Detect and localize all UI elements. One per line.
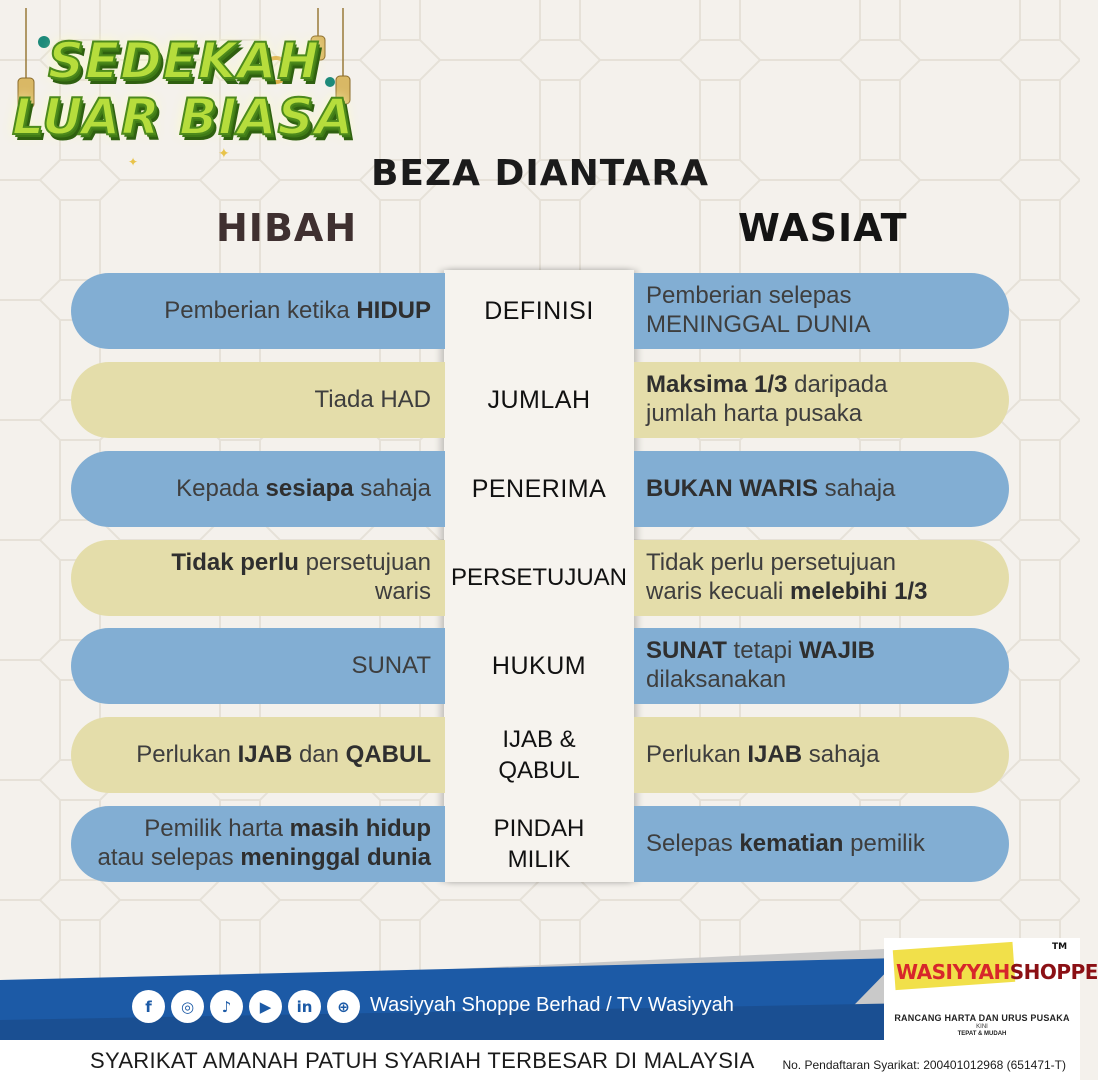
hibah-text bbox=[315, 386, 431, 415]
text-segment: meninggal dunia bbox=[240, 844, 431, 871]
hibah-cell bbox=[71, 362, 445, 438]
wasiat-cell bbox=[634, 717, 1009, 793]
hibah-cell bbox=[71, 806, 445, 882]
logo-tagline: RANCANG HARTA DAN URUS PUSAKA bbox=[894, 1013, 1070, 1023]
text-segment: sahaja bbox=[353, 474, 431, 502]
hibah-text bbox=[98, 815, 431, 873]
text-segment: pemilik bbox=[843, 829, 925, 857]
category-text: PERSETUJUAN bbox=[450, 564, 628, 592]
category-text: JUMLAH bbox=[487, 385, 591, 414]
instagram-icon[interactable]: ◎ bbox=[171, 990, 204, 1023]
logo-trademark: TM bbox=[1052, 942, 1068, 952]
campaign-line-1: SEDEKAH bbox=[48, 32, 321, 90]
hibah-text bbox=[136, 741, 431, 770]
wasiat-cell bbox=[634, 451, 1009, 527]
logo-name-part2: SHOPPE bbox=[1009, 960, 1098, 984]
text-segment: MENINGGAL DUNIA bbox=[646, 311, 871, 338]
hibah-text bbox=[164, 297, 431, 326]
hibah-text bbox=[171, 549, 431, 607]
text-segment: persetujuan bbox=[298, 549, 431, 577]
campaign-line-2: LUAR BIASA bbox=[12, 88, 355, 146]
tiktok-icon[interactable]: ♪ bbox=[210, 990, 243, 1023]
text-segment: Pemberian ketika bbox=[164, 296, 357, 324]
text-segment: melebihi 1/3 bbox=[790, 578, 928, 605]
wasiat-text bbox=[646, 830, 925, 859]
text-segment: atau selepas bbox=[97, 844, 241, 871]
social-handle[interactable]: Wasiyyah Shoppe Berhad / TV Wasiyyah bbox=[370, 994, 734, 1016]
facebook-icon[interactable]: f bbox=[132, 990, 165, 1023]
wasiat-text bbox=[646, 475, 895, 504]
category-label bbox=[444, 717, 634, 793]
column-title-hibah: HIBAH bbox=[216, 206, 358, 250]
text-segment: Maksima 1/3 bbox=[646, 371, 788, 399]
text-segment: QABUL bbox=[345, 740, 431, 768]
text-segment: Perlukan bbox=[646, 740, 748, 768]
logo-name bbox=[896, 960, 1098, 984]
text-segment: dan bbox=[292, 740, 346, 768]
category-text: PENERIMA bbox=[471, 474, 607, 503]
text-segment: waris kecuali bbox=[646, 578, 791, 605]
text-segment: daripada bbox=[787, 371, 888, 399]
category-label bbox=[444, 540, 634, 616]
text-segment: Perlukan bbox=[136, 740, 238, 768]
hibah-cell bbox=[71, 717, 445, 793]
text-segment: Pemberian selepas bbox=[646, 282, 852, 310]
page-title: BEZA DIANTARA bbox=[370, 153, 709, 194]
text-segment: waris bbox=[374, 578, 431, 605]
hibah-cell bbox=[71, 273, 445, 349]
logo-tepat: TEPAT & MUDAH bbox=[957, 1031, 1007, 1037]
wasiat-text bbox=[646, 637, 875, 695]
wasiat-cell bbox=[634, 628, 1009, 704]
category-text: PINDAH MILIK bbox=[493, 814, 585, 873]
text-segment: masih hidup bbox=[289, 815, 431, 843]
category-label bbox=[444, 451, 634, 527]
hibah-cell bbox=[71, 540, 445, 616]
text-segment: Tiada bbox=[314, 385, 381, 413]
wasiat-text bbox=[646, 741, 879, 770]
category-text: IJAB & QABUL bbox=[498, 725, 580, 784]
globe-icon[interactable]: ⊕ bbox=[327, 990, 360, 1023]
logo-name-part1: WASIYYAH bbox=[896, 960, 1010, 984]
text-segment: Pemilik harta bbox=[144, 815, 290, 843]
wasiat-cell bbox=[634, 806, 1009, 882]
wasiat-text bbox=[646, 282, 870, 340]
svg-text:✦: ✦ bbox=[128, 155, 139, 169]
category-text: HUKUM bbox=[491, 651, 587, 680]
wasiat-cell bbox=[634, 273, 1009, 349]
wasiat-cell bbox=[634, 362, 1009, 438]
linkedin-icon[interactable]: in bbox=[288, 990, 321, 1023]
text-segment: BUKAN WARIS bbox=[646, 474, 818, 502]
text-segment: dilaksanakan bbox=[646, 666, 787, 693]
category-text: DEFINISI bbox=[484, 296, 594, 325]
column-title-wasiat: WASIAT bbox=[738, 206, 908, 250]
text-segment: SUNAT bbox=[351, 651, 431, 679]
text-segment: tetapi bbox=[726, 637, 799, 665]
text-segment: HIDUP bbox=[356, 296, 431, 324]
text-segment: IJAB bbox=[747, 740, 803, 768]
logo-kini: KINI bbox=[976, 1024, 988, 1030]
text-segment: jumlah harta pusaka bbox=[646, 400, 863, 427]
wasiat-text bbox=[646, 549, 927, 607]
company-logo bbox=[884, 938, 1098, 1040]
text-segment: Selepas bbox=[646, 829, 740, 857]
category-label bbox=[444, 806, 634, 882]
text-segment: Tidak perlu bbox=[171, 549, 299, 577]
wasiat-text bbox=[646, 371, 888, 429]
category-label bbox=[444, 628, 634, 704]
registration-number: No. Pendaftaran Syarikat: 200401012968 (651471-T) bbox=[782, 1058, 1066, 1072]
text-segment: sahaja bbox=[802, 740, 880, 768]
hibah-cell bbox=[71, 451, 445, 527]
category-label bbox=[444, 362, 634, 438]
youtube-icon[interactable]: ▶ bbox=[249, 990, 282, 1023]
hibah-cell bbox=[71, 628, 445, 704]
text-segment: sahaja bbox=[818, 474, 896, 502]
company-tagline: SYARIKAT AMANAH PATUH SYARIAH TERBESAR DI MALAYSIA bbox=[90, 1048, 755, 1073]
text-segment: kematian bbox=[739, 829, 844, 857]
wasiat-cell bbox=[634, 540, 1009, 616]
social-icons bbox=[132, 990, 360, 1023]
category-label bbox=[444, 273, 634, 349]
text-segment: IJAB bbox=[237, 740, 293, 768]
text-segment: sesiapa bbox=[265, 474, 354, 502]
campaign-logo bbox=[8, 8, 355, 169]
text-segment: Kepada bbox=[176, 474, 266, 502]
text-segment: Tidak perlu persetujuan bbox=[646, 549, 896, 577]
hibah-text bbox=[176, 475, 431, 504]
svg-text:✦: ✦ bbox=[218, 146, 230, 162]
hibah-text bbox=[351, 652, 431, 681]
text-segment: WAJIB bbox=[798, 637, 875, 665]
text-segment: SUNAT bbox=[646, 637, 727, 665]
text-segment: HAD bbox=[380, 385, 431, 413]
